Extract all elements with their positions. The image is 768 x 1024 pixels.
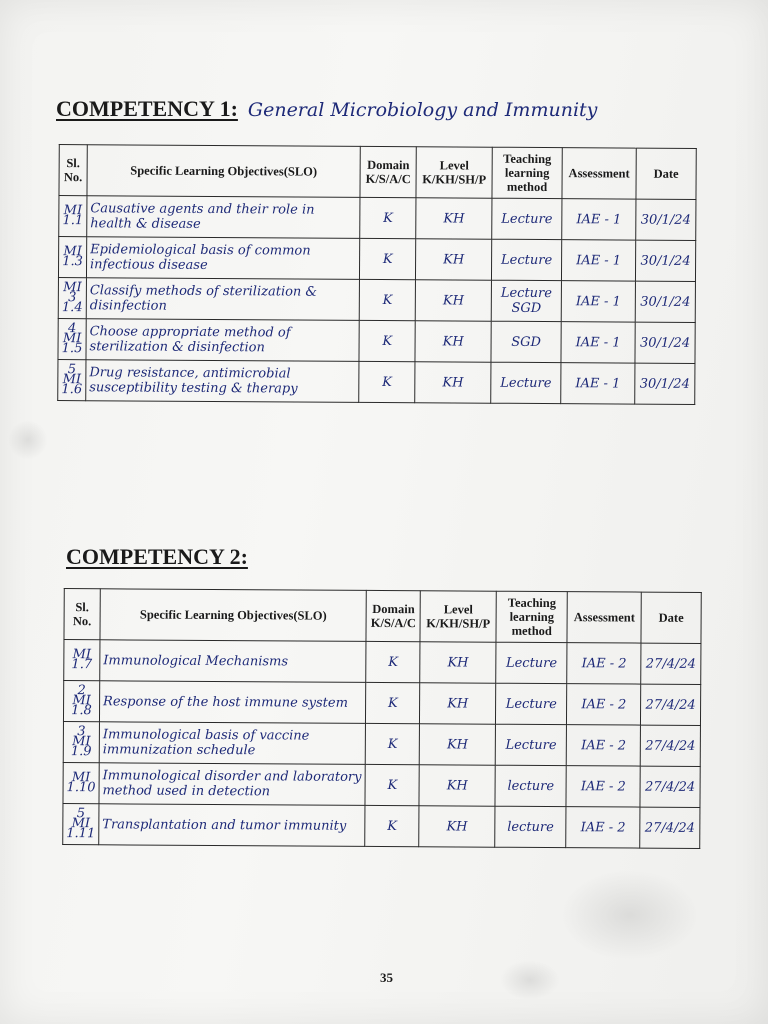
table-row (58, 278, 695, 323)
cell-domain: K (366, 723, 420, 764)
cell-sl: MI 1.1 (59, 196, 87, 237)
cell-method: SGD (491, 321, 561, 362)
table-row (63, 722, 700, 767)
cell-sl: MI 1.10 (63, 763, 99, 804)
cell-date: 30/1/24 (635, 281, 695, 322)
cell-method: Lecture (496, 642, 568, 683)
cell-level: KH (416, 239, 492, 280)
cell-method: Lecture (491, 362, 561, 403)
competency-2-heading (66, 544, 248, 570)
header-domain: Domain K/S/A/C (366, 590, 420, 641)
table-row (59, 196, 696, 241)
paper-smudge (8, 420, 48, 460)
cell-sl: MI 1.7 (64, 640, 100, 681)
cell-date: 27/4/24 (641, 643, 701, 684)
cell-domain: K (365, 764, 419, 805)
cell-assessment: IAE - 1 (561, 322, 635, 363)
header-teaching: Teaching learning method (492, 147, 562, 198)
cell-slo: Immunological Mechanisms (100, 640, 367, 683)
cell-domain: K (360, 238, 416, 279)
table-row (63, 763, 700, 808)
cell-method: lecture (495, 806, 567, 847)
competency-1-table (57, 144, 697, 405)
cell-method: Lecture (492, 239, 562, 280)
cell-sl: 3 MI 1.9 (63, 722, 99, 763)
cell-sl: MI 3 1.4 (58, 278, 86, 319)
cell-date: 30/1/24 (636, 199, 696, 240)
cell-level: KH (416, 198, 492, 239)
page-number: 35 (380, 970, 393, 985)
cell-level: KH (415, 280, 491, 321)
cell-date: 27/4/24 (641, 684, 701, 725)
cell-sl: 2 MI 1.8 (63, 681, 99, 722)
cell-domain: K (360, 197, 416, 238)
table-row (58, 360, 695, 405)
competency-1-title: General Microbiology and Immunity (247, 99, 598, 121)
cell-assessment: IAE - 1 (561, 240, 635, 281)
table-row (63, 681, 700, 726)
competency-1-label: COMPETENCY 1: (56, 96, 238, 121)
cell-slo: Choose appropriate method of sterilization & disinfection (86, 319, 359, 362)
cell-method: Lecture (492, 198, 562, 239)
cell-assessment: IAE - 1 (562, 199, 636, 240)
competency-1-heading (56, 96, 597, 122)
header-domain: Domain K/S/A/C (360, 146, 416, 197)
header-sl: Sl. No. (59, 145, 87, 196)
header-level: Level K/KH/SH/P (416, 147, 492, 198)
cell-sl: MI 1.3 (58, 237, 86, 278)
cell-level: KH (419, 765, 495, 806)
paper-smudge (500, 960, 560, 1000)
cell-date: 30/1/24 (635, 363, 695, 404)
cell-domain: K (366, 641, 420, 682)
header-teaching: Teaching learning method (496, 591, 568, 642)
cell-level: KH (415, 362, 491, 403)
cell-assessment: IAE - 1 (561, 281, 635, 322)
cell-method: Lecture SGD (491, 280, 561, 321)
competency-2-label: COMPETENCY 2: (66, 544, 248, 569)
cell-slo: Drug resistance, antimicrobial susceptibility testing & therapy (86, 360, 359, 403)
cell-domain: K (359, 361, 415, 402)
table-row (58, 237, 695, 282)
cell-domain: K (359, 279, 415, 320)
header-assessment: Assessment (562, 148, 636, 199)
competency-2-table (62, 588, 702, 849)
cell-slo: Classify methods of sterilization & disinfection (86, 278, 359, 321)
header-date: Date (636, 148, 696, 199)
cell-method: Lecture (495, 724, 567, 765)
cell-assessment: IAE - 2 (566, 807, 640, 848)
cell-slo: Transplantation and tumor immunity (99, 804, 366, 847)
header-level: Level K/KH/SH/P (420, 591, 496, 642)
cell-date: 30/1/24 (635, 240, 695, 281)
cell-method: lecture (495, 765, 567, 806)
header-slo: Specific Learning Objectives(SLO) (87, 145, 360, 198)
cell-domain: K (366, 682, 420, 723)
cell-slo: Immunological basis of vaccine immunization schedule (99, 722, 366, 765)
cell-sl: 5 MI 1.11 (63, 804, 99, 845)
table-row (58, 319, 695, 364)
cell-date: 27/4/24 (640, 766, 700, 807)
cell-sl: 4 MI 1.5 (58, 319, 86, 360)
cell-date: 27/4/24 (640, 725, 700, 766)
cell-assessment: IAE - 2 (567, 725, 641, 766)
cell-slo: Response of the host immune system (99, 681, 366, 724)
cell-date: 30/1/24 (635, 322, 695, 363)
header-sl: Sl. No. (64, 589, 100, 640)
table-header-row (64, 589, 701, 644)
cell-slo: Epidemiological basis of common infectious disease (86, 237, 359, 280)
table-header-row (59, 145, 696, 200)
cell-level: KH (420, 642, 496, 683)
cell-method: Lecture (495, 683, 567, 724)
cell-slo: Causative agents and their role in health & disease (87, 196, 360, 239)
cell-assessment: IAE - 1 (561, 363, 635, 404)
header-slo: Specific Learning Objectives(SLO) (100, 589, 367, 642)
header-date: Date (641, 592, 701, 643)
header-assessment: Assessment (567, 592, 641, 643)
paper-smudge (560, 870, 700, 960)
cell-level: KH (415, 321, 491, 362)
cell-slo: Immunological disorder and laboratory method used in detection (99, 763, 366, 806)
cell-domain: K (359, 320, 415, 361)
cell-domain: K (365, 805, 419, 846)
cell-level: KH (419, 806, 495, 847)
cell-assessment: IAE - 2 (566, 766, 640, 807)
cell-level: KH (420, 683, 496, 724)
cell-sl: 5 MI 1.6 (58, 360, 86, 401)
cell-assessment: IAE - 2 (567, 684, 641, 725)
table-row (63, 804, 700, 849)
cell-date: 27/4/24 (640, 807, 700, 848)
cell-assessment: IAE - 2 (567, 643, 641, 684)
table-row (64, 640, 701, 685)
cell-level: KH (419, 724, 495, 765)
